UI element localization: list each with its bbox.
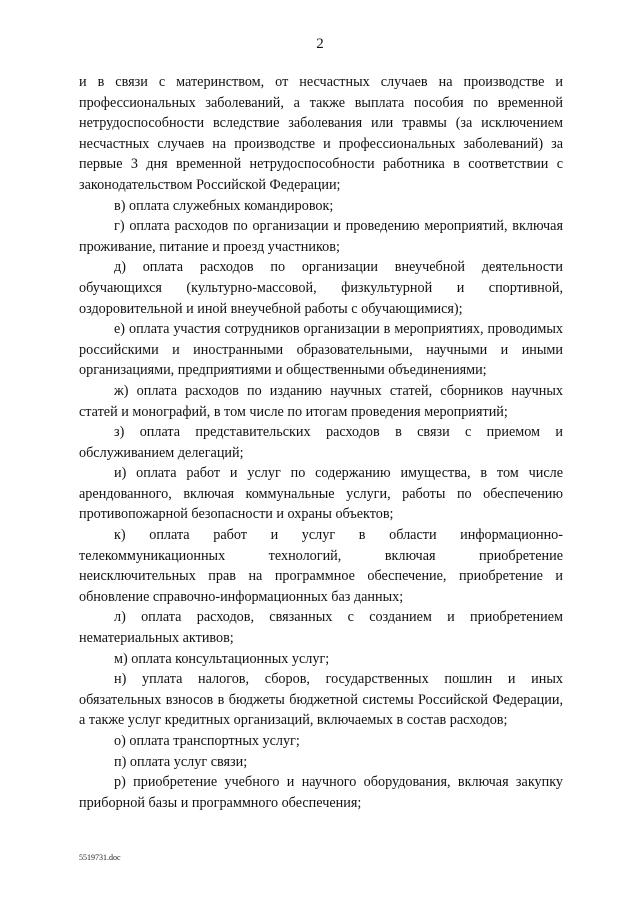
footer-filename: 5519731.doc — [79, 853, 121, 862]
list-item-o: о) оплата транспортных услуг; — [114, 733, 300, 749]
list-item-p: п) оплата услуг связи; — [114, 753, 248, 770]
list-item-i: и) оплата работ и услуг по содержанию имущества, в том числе арендованного, включая коммунальные услуги, работы по обеспечению противопожарной безопасности и охраны объектов; — [79, 465, 563, 523]
list-item-e: е) оплата участия сотрудников организации в мероприятиях, проводимых российскими и иностранными образовательными, научными и иными организациями, предприятиями и общественными объединениями; — [79, 321, 563, 379]
list-item-z: з) оплата представительских расходов в связи с приемом и обслуживанием делегаций; — [79, 424, 563, 461]
list-item-r: р) приобретение учебного и научного оборудования, включая закупку приборной базы и программного обеспечения; — [79, 774, 563, 811]
document-body — [79, 72, 563, 813]
list-item-d: д) оплата расходов по организации внеучебной деятельности обучающихся (культурно-массовой, физкультурной и спортивной, оздоровительной и иной внеучебной работы с обучающимися); — [79, 259, 563, 317]
list-item-m: м) оплата консультационных услуг; — [114, 650, 330, 667]
list-item-v: в) оплата служебных командировок; — [114, 197, 334, 214]
list-item-k: к) оплата работ и услуг в области информационно-телекоммуникационных технологий, включая приобретение неисключительных прав на программное обеспечение, приобретение и обновление справочно-информационных баз данных; — [79, 527, 563, 605]
list-item-n: н) уплата налогов, сборов, государственных пошлин и иных обязательных взносов в бюджеты бюджетной системы Российской Федерации, а также услуг кредитных организаций, включаемых в состав расходов; — [79, 671, 563, 729]
list-item-zh: ж) оплата расходов по изданию научных статей, сборников научных статей и монографий, в том числе по итогам проведения мероприятий; — [79, 382, 563, 420]
page-number: 2 — [316, 36, 324, 52]
list-item-l: л) оплата расходов, связанных с созданием и приобретением нематериальных активов; — [79, 609, 563, 647]
list-item-g: г) оплата расходов по организации и проведению мероприятий, включая проживание, питание и проезд участников; — [79, 218, 563, 255]
paragraph-continuation: и в связи с материнством, от несчастных случаев на производстве и профессиональных заболеваний, а также выплата пособия по временной нетрудоспособности вследствие заболевания или травмы (за исключением несчастных случаев на производстве и профессиональных заболеваний) за первые 3 дня временной нетрудоспособности работника в соответствии с законодательством Российской Федерации; — [79, 74, 563, 193]
